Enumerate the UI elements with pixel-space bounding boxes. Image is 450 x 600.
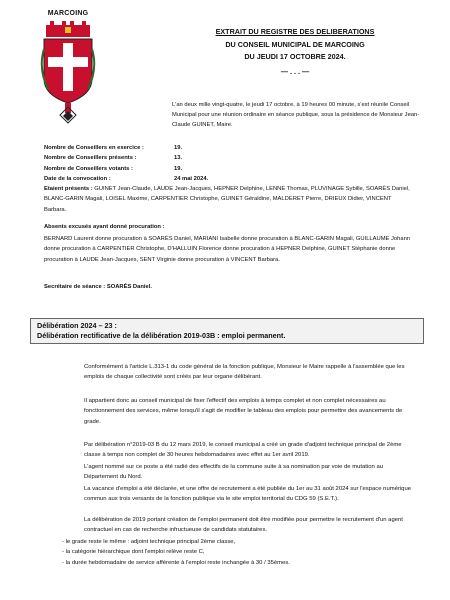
absents-title: Absents excusés ayant donné procuration :: [44, 224, 165, 230]
commune-label: MARCOING: [47, 10, 89, 17]
presents-list: GUINET Jean-Claude, LAUDE Jean-Jacques, HEPNER Delphine, LENNE Thomas, PLUVINAGE Sybille, SOARÈS Daniel, BLANC-GARIN Magali, LOISEL Maxime, CARPENTIER Christophe, GUINET Géraldine, MALDERET Pierre, DRIEUX Didier, VINCENT Barbara.: [44, 186, 410, 213]
paragraph-text: La vacance d'emploi a été déclarée, et une offre de recrutement a été publiée du 1er au 31 août 2024 sur l'espace numérique commun aux trois versants de la fonction publique via le site emploi territorial du CDG 59 (S.E.T.).: [84, 486, 411, 503]
presents-paragraph: [44, 184, 414, 215]
deliberation-title: Délibération rectificative de la délibération 2019-03B : emploi permanent.: [37, 331, 286, 340]
presents-lead: Etaient présents :: [44, 186, 93, 192]
count-label: Nombre de Conseillers présents :: [44, 155, 137, 162]
body-paragraph: [44, 440, 416, 461]
count-value: 19.: [174, 165, 183, 172]
deliberation-title-box: [30, 318, 424, 344]
coat-of-arms-image: [40, 19, 96, 127]
paragraph-text: Il appartient donc au conseil municipal de fixer l'effectif des emplois à temps complet et non complet nécessaires au fonctionnement des services, même lorsqu'il s'agit de modifier le tableau des emplois pour permettre des avancements de grade.: [84, 398, 403, 425]
paragraph-text: La délibération de 2019 portant création de l'emploi permanent doit être modifiée pour permettre le recrutement d'un agent contractuel en cas de recherche infructueuse de candidats statutaires.: [84, 517, 403, 534]
header-line-1: EXTRAIT DU REGISTRE DES DELIBERATIONS: [215, 27, 375, 36]
paragraph-text: Par délibération n°2019-03 B du 12 mars 2019, le conseil municipal a créé un grade d'adjoint technique principal de 2ème classe à temps non complet de 30 heures hebdomadaires avec effet au 1er avril 2019.: [84, 442, 402, 459]
body-paragraph: [44, 484, 416, 505]
bullet-item: - la catégorie hiérarchique dont l'emploi relève reste C,: [62, 549, 205, 556]
deliberation-number: Délibération 2024 – 23 :: [37, 321, 117, 330]
body-paragraph: [44, 362, 416, 383]
count-value: 19.: [174, 145, 183, 151]
body-paragraph: [44, 462, 416, 483]
header-separator: — . . . —: [280, 66, 310, 76]
bullet-item: - le grade reste le même : adjoint technique principal 2ème classe,: [62, 539, 236, 545]
intro-paragraph: L'an deux mille vingt-quatre, le jeudi 17 octobre, à 19 heures 00 minute, s'est réunile Conseil Municipal pour une réunion ordinaire en séance publique, sous la présidence de Monsieur Jean-Claude GUINET, Maire.: [172, 102, 420, 129]
body-paragraph: [44, 515, 416, 536]
bullet-item: - la durée hebdomadaire de service afférente à l'emploi reste inchangée à 30 / 35èmes.: [62, 559, 290, 566]
absents-list: BERNARD Laurent donne procuration à SOARÈS Daniel, MARIANI Isabelle donne procuration à BLANC-GARIN Magali, GUILLAUME Johann donne procuration à CARPENTIER Christophe, D'HALLUIN Florence donne procuration à HEPNER Delphine, GUINET Stéphanie donne procuration à LAUDE Jean-Jacques, SENT Virginie donne procuration à VINCENT Barbara.: [44, 236, 411, 263]
secretary-line: Secrétaire de séance : SOARÈS Daniel.: [44, 284, 152, 290]
count-label: Nombre de Conseillers votants :: [44, 165, 133, 172]
count-label: Date de la convocation :: [44, 175, 111, 182]
header-line-2: DU CONSEIL MUNICIPAL DE MARCOING: [225, 39, 365, 49]
count-label: Nombre de Conseillers en exercice :: [44, 145, 144, 151]
header-line-3: DU JEUDI 17 OCTOBRE 2024.: [244, 52, 346, 61]
paragraph-text: Conformément à l'article L.313-1 du code général de la fonction publique, Monsieur le Maire rappelle à l'assemblée que les emplois de chaque collectivité sont créés par leur organe délibérant.: [84, 364, 405, 381]
count-value: 13.: [174, 155, 183, 162]
bullet-list: [44, 537, 416, 568]
count-value: 24 mai 2024.: [174, 175, 209, 182]
body-paragraph: [44, 396, 416, 427]
paragraph-text: L'agent nommé sur ce poste a été radié des effectifs de la commune suite à sa nomination par voie de mutation au Département du Nord.: [84, 464, 383, 481]
document-header: [160, 26, 430, 78]
